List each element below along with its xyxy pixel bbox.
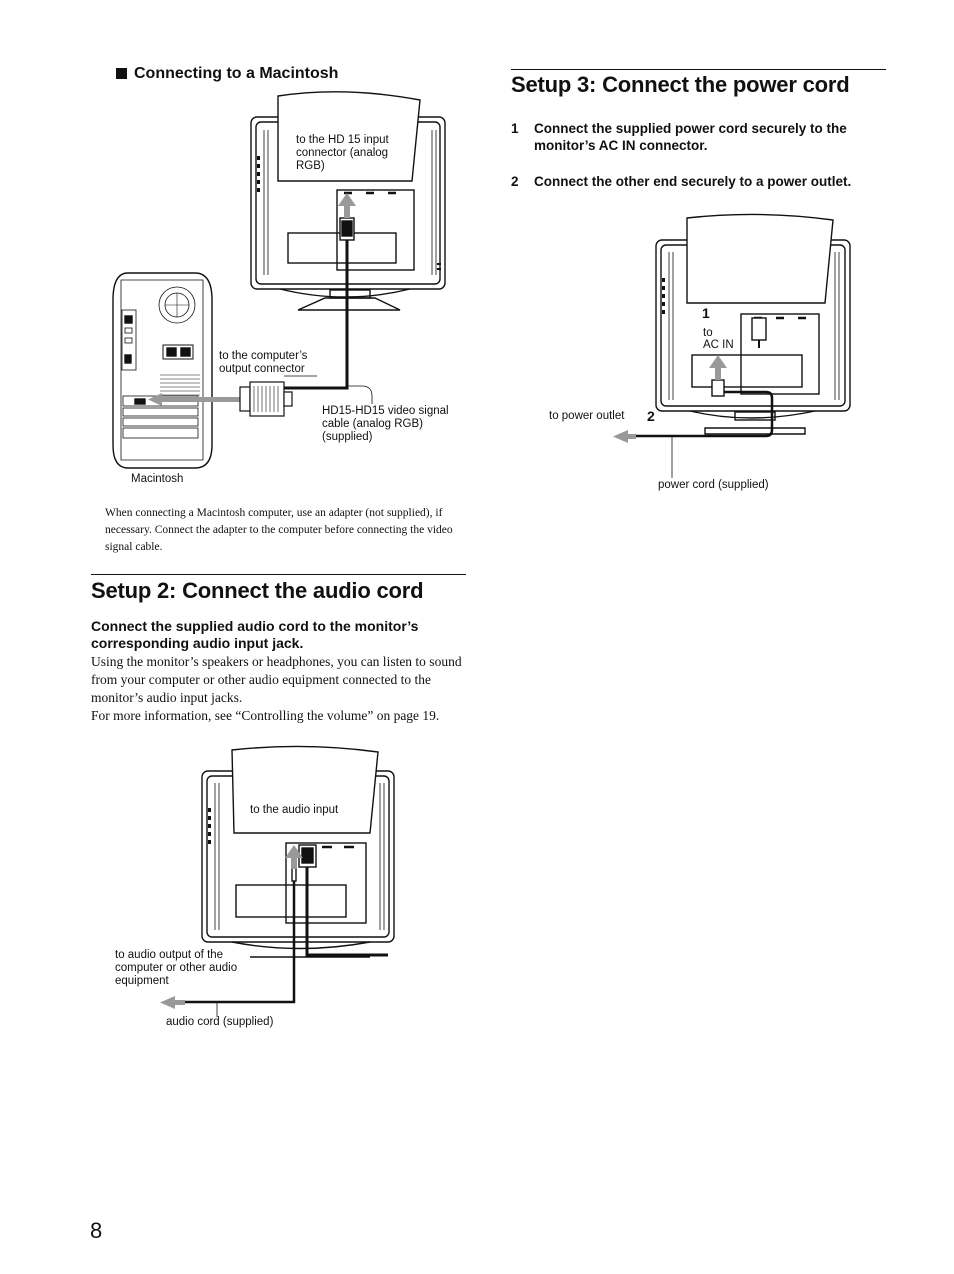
macintosh-computer — [113, 273, 212, 468]
macintosh-subheading: Connecting to a Macintosh — [116, 65, 338, 83]
label-audio-cord: audio cord (supplied) — [166, 1016, 274, 1028]
setup3-step-2 — [511, 173, 881, 191]
label-macintosh: Macintosh — [131, 473, 184, 485]
setup3-step-1 — [511, 120, 881, 156]
step-number: 2 — [511, 174, 519, 189]
label-ac-in: AC IN — [703, 339, 734, 351]
label-audio-output: to audio output of the computer or other audio equipment — [115, 949, 238, 987]
setup3-title: Setup 3: Connect the power cord — [511, 72, 850, 97]
step-number: 1 — [511, 121, 519, 136]
vga-connector — [240, 382, 292, 416]
label-video-cable: HD15-HD15 video signal cable (analog RGB) (supplied) — [322, 405, 449, 443]
setup2-lead: Connect the supplied audio cord to the monitor’s corresponding audio input jack. — [91, 618, 419, 651]
callout-1: 1 — [702, 305, 710, 321]
label-hd15-input: to the HD 15 input connector (analog RGB) — [296, 134, 389, 172]
callout-2: 2 — [647, 408, 655, 424]
arrow-left-icon — [160, 996, 185, 1009]
setup2-body-reference: For more information, see “Controlling the volume” on page 19. — [91, 708, 440, 723]
monitor-rear-diagram-3 — [634, 214, 850, 436]
setup2-body-paragraph: Using the monitor’s speakers or headphones, you can listen to sound from your computer or other audio equipment connected to the monitor’s audio input jacks. — [91, 654, 462, 705]
setup2-title: Setup 2: Connect the audio cord — [91, 578, 424, 603]
macintosh-note: When connecting a Macintosh computer, use an adapter (not supplied), if necessary. Connect the adapter to the computer before connecting the video signal cable. — [105, 507, 453, 553]
section-rule — [511, 69, 886, 70]
section-rule — [91, 574, 466, 575]
label-power-cord: power cord (supplied) — [658, 479, 769, 491]
label-output-connector: to the computer’s output connector — [219, 350, 308, 375]
setup2-body — [91, 653, 469, 725]
step-text: Connect the other end securely to a power outlet. — [534, 174, 852, 189]
arrow-left-icon — [613, 430, 636, 443]
label-to: to — [703, 327, 713, 339]
page-number: 8 — [90, 1218, 103, 1243]
step-text: Connect the supplied power cord securely to the monitor’s AC IN connector. — [534, 121, 847, 153]
label-power-outlet: to power outlet — [549, 410, 625, 422]
label-audio-input: to the audio input — [250, 804, 339, 816]
